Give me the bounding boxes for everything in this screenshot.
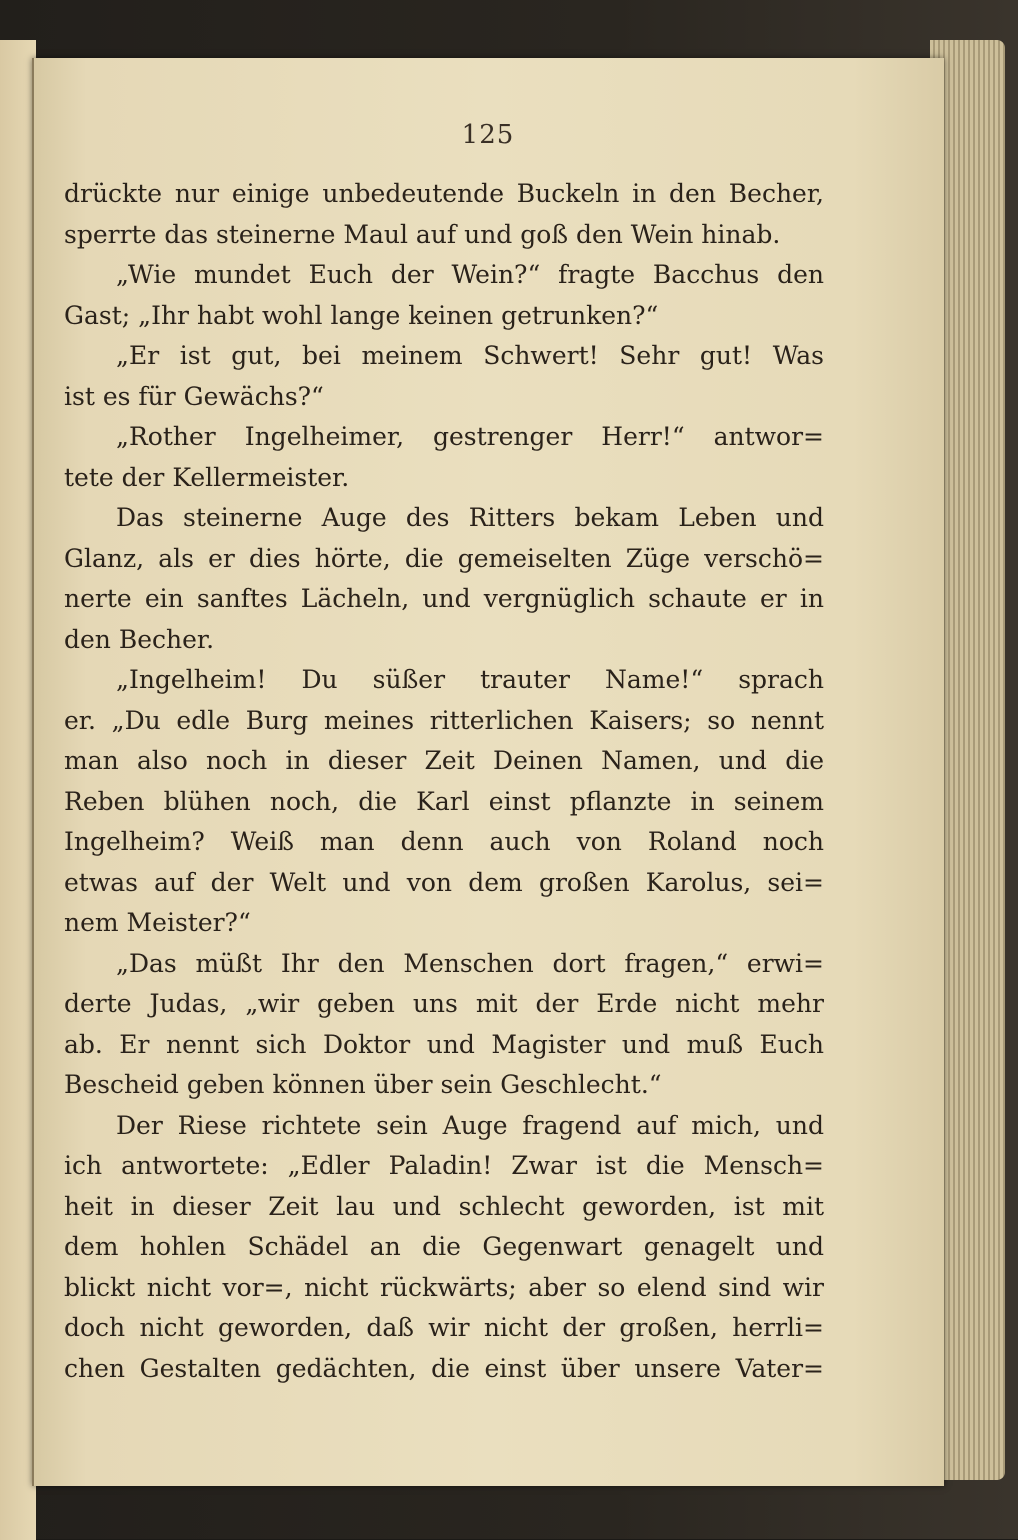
text-line: blickt nicht vor=, nicht rückwärts; aber so elend sind wir	[64, 1272, 824, 1302]
text-line: ist es für Gewächs?“	[64, 381, 324, 411]
text-line: doch nicht geworden, daß wir nicht der großen, herrli=	[64, 1313, 824, 1342]
text-line: nerte ein sanftes Lächeln, und vergnüglich schaute er in	[64, 584, 824, 613]
facing-page-edge	[0, 40, 36, 1540]
text-line: etwas auf der Welt und von dem großen Karolus, sei=	[64, 867, 824, 897]
text-line: „Wie mundet Euch der Wein?“ fragte Bacchus den	[116, 260, 824, 289]
text-line: „Rother Ingelheimer, gestrenger Herr!“ antwor=	[116, 422, 824, 451]
text-line: chen Gestalten gedächten, die einst über unsere Vater=	[64, 1353, 824, 1383]
text-line: man also noch in dieser Zeit Deinen Namen, und die	[64, 746, 824, 775]
text-line: Bescheid geben können über sein Geschlecht.“	[64, 1070, 662, 1099]
text-line: tete der Kellermeister.	[64, 462, 350, 492]
text-line: „Ingelheim! Du süßer trauter Name!“ sprach	[116, 665, 824, 694]
body-text	[64, 174, 824, 1389]
page-number: 125	[461, 120, 515, 150]
text-line: Gast; „Ihr habt wohl lange keinen getrunken?“	[64, 300, 659, 330]
text-line: heit in dieser Zeit lau und schlecht geworden, ist mit	[64, 1191, 824, 1221]
text-line: Reben blühen noch, die Karl einst pflanzte in seinem	[64, 786, 824, 816]
text-line: Der Riese richtete sein Auge fragend auf mich, und	[116, 1110, 824, 1140]
text-line: Ingelheim? Weiß man denn auch von Roland noch	[64, 827, 824, 856]
book-page	[32, 58, 944, 1486]
text-line: ab. Er nennt sich Doktor und Magister und muß Euch	[64, 1029, 824, 1059]
text-line: den Becher.	[64, 624, 215, 654]
text-line: „Das müßt Ihr den Menschen dort fragen,“ erwi=	[116, 948, 824, 978]
text-line: drückte nur einige unbedeutende Buckeln in den Becher,	[64, 179, 824, 208]
text-line: derte Judas, „wir geben uns mit der Erde nicht mehr	[64, 989, 824, 1018]
text-line: „Er ist gut, bei meinem Schwert! Sehr gut! Was	[116, 341, 824, 370]
text-line: Das steinerne Auge des Ritters bekam Leben und	[116, 503, 824, 532]
text-line: sperrte das steinerne Maul auf und goß den Wein hinab.	[64, 219, 781, 249]
text-line: er. „Du edle Burg meines ritterlichen Kaisers; so nennt	[64, 705, 824, 735]
text-line: nem Meister?“	[64, 908, 251, 937]
spine-shadow	[32, 58, 34, 1486]
text-line: dem hohlen Schädel an die Gegenwart genagelt und	[64, 1232, 824, 1261]
text-line: ich antwortete: „Edler Paladin! Zwar ist die Mensch=	[64, 1151, 824, 1180]
text-line: Glanz, als er dies hörte, die gemeiselten Züge verschö=	[64, 543, 824, 573]
